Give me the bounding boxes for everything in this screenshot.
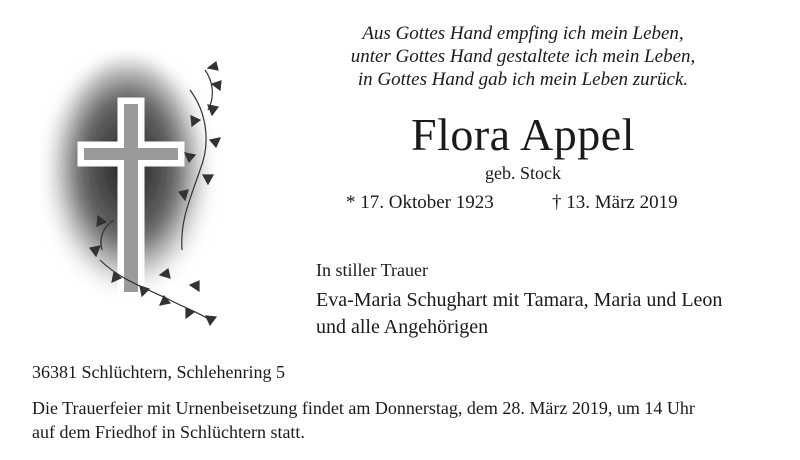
cross-icon (40, 50, 240, 340)
service-line: Die Trauerfeier mit Urnenbeisetzung findet am Donnerstag, dem 28. März 2019, um 14 Uhr (32, 398, 695, 418)
deceased-name: Flora Appel (411, 109, 635, 160)
mourning-intro: In stiller Trauer (316, 260, 428, 280)
cross-illustration (40, 50, 240, 340)
address: 36381 Schlüchtern, Schlehenring 5 (32, 362, 285, 382)
bible-verse (318, 22, 728, 91)
death-date: † 13. März 2019 (552, 192, 678, 213)
mourner-line: und alle Angehörigen (316, 316, 489, 338)
verse-line: unter Gottes Hand gestaltete ich mein Leben, (350, 46, 696, 67)
birth-date: * 17. Oktober 1923 (346, 192, 494, 213)
verse-line: Aus Gottes Hand empfing ich mein Leben, (362, 23, 684, 44)
mourner-line: Eva-Maria Schughart mit Tamara, Maria und Leon (316, 289, 723, 311)
birth-name: geb. Stock (485, 163, 561, 183)
service-line: auf dem Friedhof in Schlüchtern statt. (32, 422, 305, 442)
funeral-service-info (32, 396, 695, 444)
verse-line: in Gottes Hand gab ich mein Leben zurück. (357, 69, 689, 90)
